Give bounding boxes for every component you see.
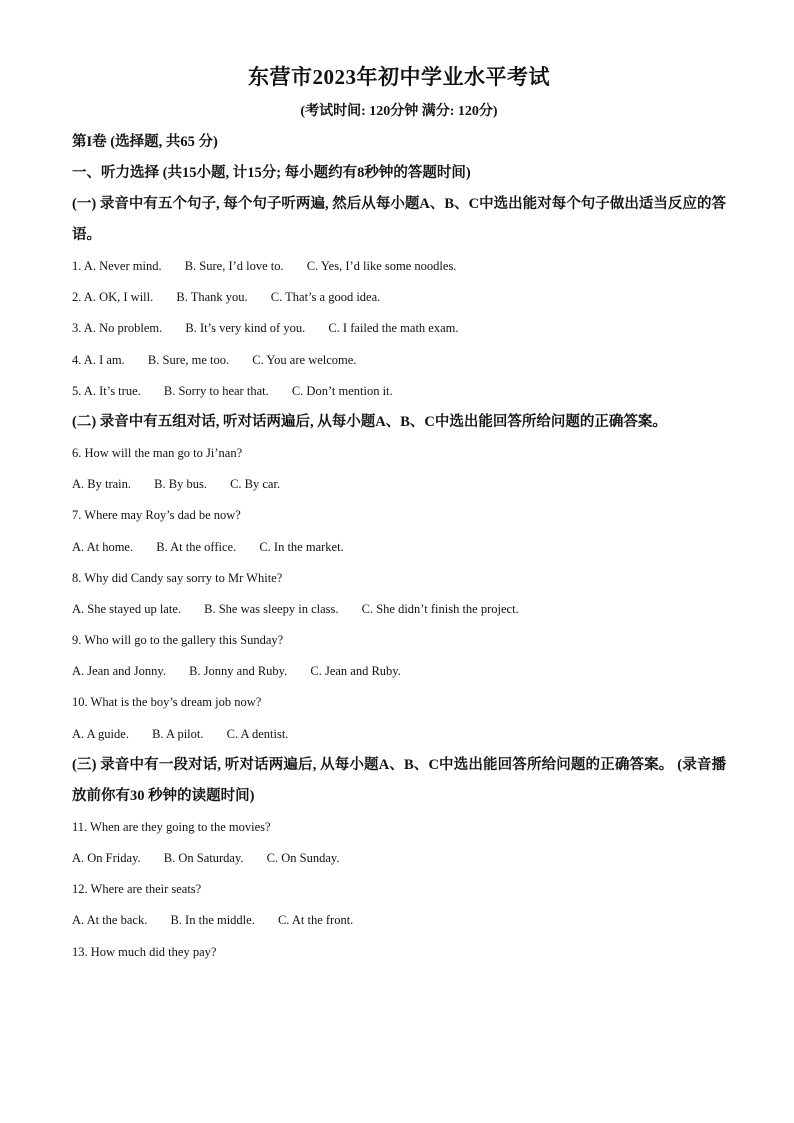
option-c: C. Don’t mention it. [291, 383, 393, 398]
option-b: B. It’s very kind of you. [185, 321, 306, 336]
option-a: 4. A. I am. [72, 352, 125, 367]
question-9-options [72, 656, 726, 687]
question-7: 7. Where may Roy’s dad be now? [72, 508, 241, 523]
question-10: 10. What is the boy’s dream job now? [72, 695, 262, 710]
option-c: C. You are welcome. [252, 352, 357, 367]
option-b: B. She was sleepy in class. [204, 601, 339, 616]
exam-subtitle: (考试时间: 120分钟 满分: 120分) [300, 104, 498, 119]
question-3-options [72, 313, 726, 344]
exam-title: 东营市2023年初中学业水平考试 [248, 65, 550, 89]
question-11: 11. When are they going to the movies? [72, 819, 271, 834]
question-12-options [72, 905, 726, 936]
question-12: 12. Where are their seats? [72, 882, 202, 897]
option-a: A. At the back. [72, 913, 148, 928]
question-9: 9. Who will go to the gallery this Sunday? [72, 633, 284, 648]
option-c: C. In the market. [259, 539, 344, 554]
part-heading: 第I卷 (选择题, 共65 分) [72, 134, 218, 150]
option-b: B. Sure, I’d love to. [184, 259, 284, 273]
option-a: A. On Friday. [72, 851, 141, 865]
option-c: C. By car. [230, 477, 281, 492]
section-heading: 一、听力选择 (共15小题, 计15分; 每小题约有8秒钟的答题时间) [72, 165, 471, 181]
question-7-options [72, 532, 726, 563]
option-b: B. By bus. [154, 477, 207, 492]
option-c: C. Yes, I’d like some noodles. [306, 259, 457, 273]
option-b: B. Jonny and Ruby. [189, 664, 288, 679]
option-b: B. Sorry to hear that. [163, 383, 269, 398]
question-10-options [72, 719, 726, 750]
question-8: 8. Why did Candy say sorry to Mr White? [72, 570, 283, 585]
question-1-options [72, 251, 726, 282]
option-a: A. She stayed up late. [72, 601, 182, 616]
option-a: 3. A. No problem. [72, 321, 163, 336]
question-4-options [72, 345, 726, 376]
option-b: B. In the middle. [170, 913, 255, 928]
question-8-options [72, 594, 726, 625]
option-c: C. That’s a good idea. [270, 290, 381, 305]
question-5-options [72, 376, 726, 407]
question-6: 6. How will the man go to Ji’nan? [72, 445, 243, 460]
sub2-instruction: (二) 录音中有五组对话, 听对话两遍后, 从每小题A、B、C中选出能回答所给问题的正确答案。 [72, 413, 667, 430]
option-c: C. On Sunday. [266, 851, 340, 865]
sub1-items [72, 251, 726, 407]
question-6-options [72, 469, 726, 500]
sub1-instruction: (一) 录音中有五个句子, 每个句子听两遍, 然后从每小题A、B、C中选出能对每个句子做出适当反应的答语。 [72, 196, 726, 243]
option-b: B. A pilot. [152, 726, 204, 741]
question-13: 13. How much did they pay? [72, 944, 217, 959]
option-b: B. Thank you. [176, 290, 248, 305]
exam-page [72, 62, 726, 968]
option-c: C. Jean and Ruby. [310, 664, 401, 679]
option-c: C. At the front. [277, 913, 354, 928]
option-b: B. At the office. [156, 539, 237, 554]
sub2-items [72, 438, 726, 750]
option-a: 5. A. It’s true. [72, 383, 141, 398]
question-2-options [72, 282, 726, 313]
sub3-instruction: (三) 录音中有一段对话, 听对话两遍后, 从每小题A、B、C中选出能回答所给问题的正确答案。 (录音播放前你有30 秒钟的读题时间) [72, 756, 726, 804]
option-b: B. Sure, me too. [147, 352, 230, 367]
option-a: A. A guide. [72, 726, 129, 741]
option-a: 2. A. OK, I will. [72, 290, 154, 305]
option-a: A. By train. [72, 477, 132, 492]
question-11-options [72, 843, 726, 874]
option-a: A. At home. [72, 539, 134, 554]
option-b: B. On Saturday. [163, 851, 244, 865]
option-a: 1. A. Never mind. [72, 259, 162, 273]
sub3-items [72, 812, 726, 968]
option-c: C. She didn’t finish the project. [361, 601, 519, 616]
option-a: A. Jean and Jonny. [72, 664, 166, 679]
option-c: C. I failed the math exam. [328, 321, 459, 336]
option-c: C. A dentist. [226, 726, 289, 741]
